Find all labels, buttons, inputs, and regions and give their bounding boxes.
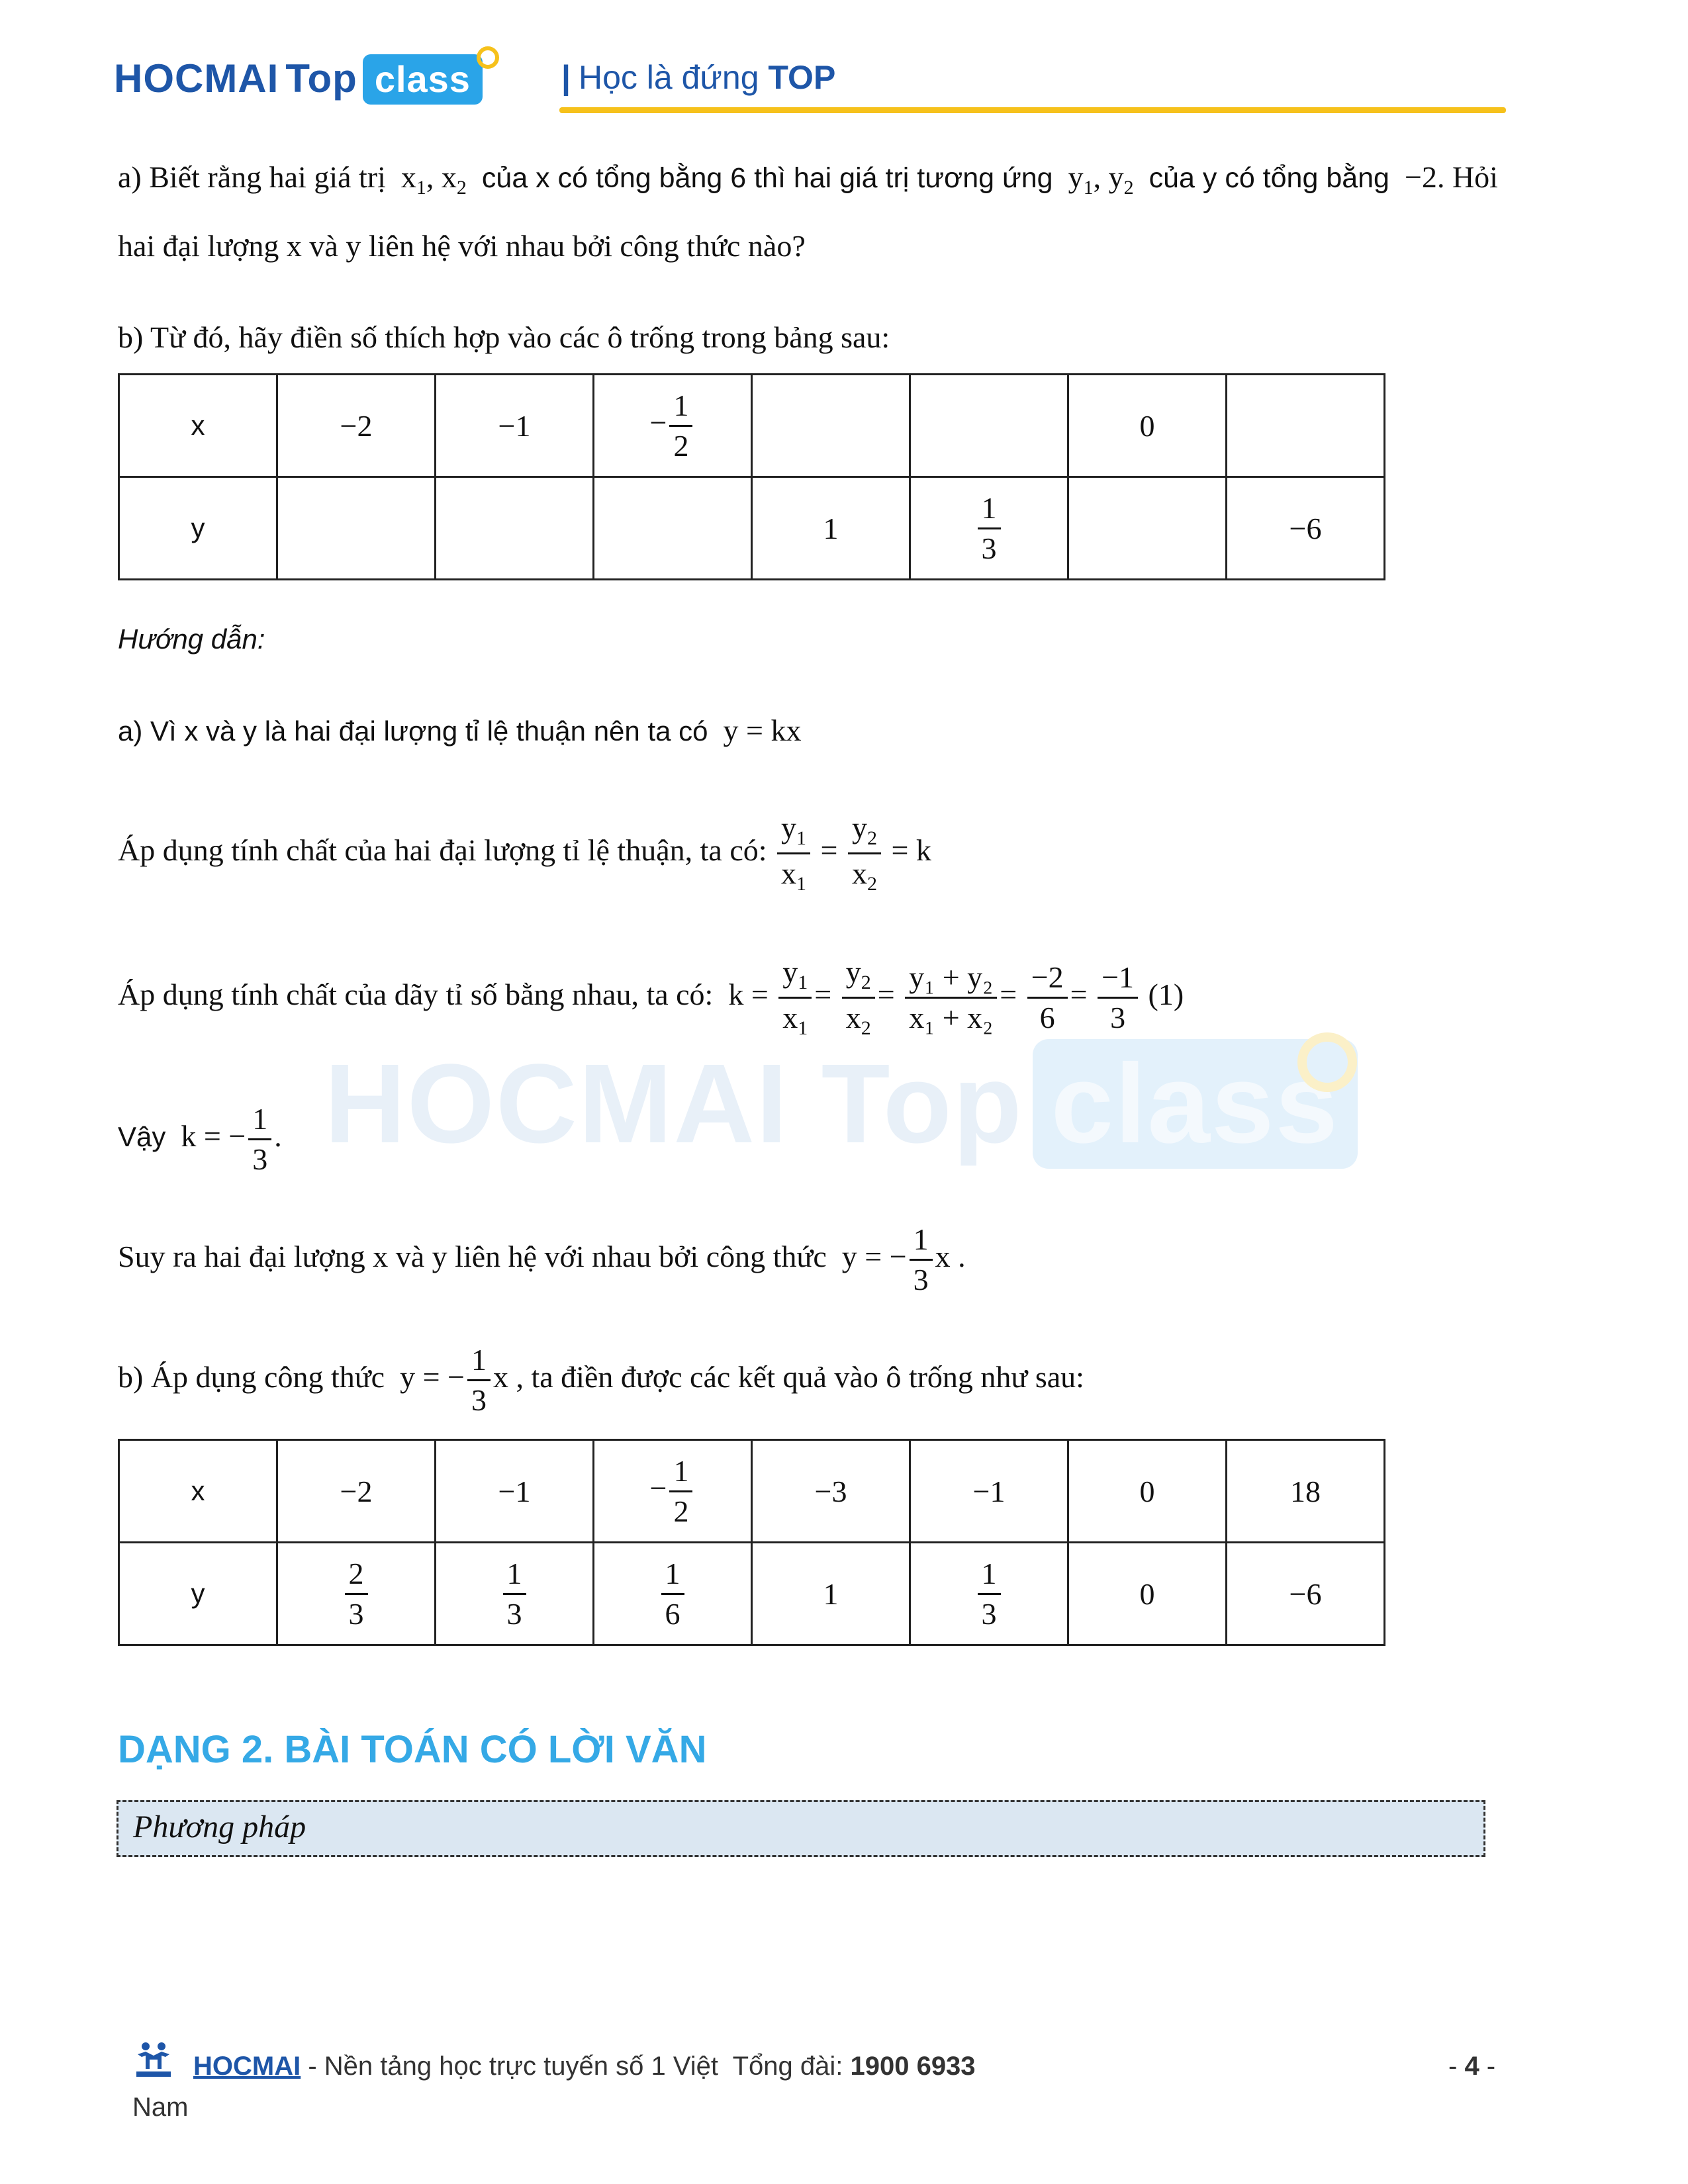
guide-a4: Vậy k = − $\frac{1}{3}$ . [118, 1102, 282, 1176]
table-row-x [119, 1440, 1385, 1543]
table-cell [1068, 477, 1227, 580]
problem-a-line1: a) Biết rằng hai giá trị $x_1$, $x_2$ của x có tổng bằng 6 thì hai giá trị tương ứng $y_1$, $y_2$ của y có tổng bằng −2. Hỏi [118, 160, 1498, 199]
value-table-empty [118, 373, 1385, 580]
table-cell: 18 [1227, 1440, 1385, 1543]
table-cell: $\frac{1}{3}$ [910, 477, 1068, 580]
method-box [117, 1800, 1485, 1857]
table-cell [436, 477, 594, 580]
table-cell: −6 [1227, 1543, 1385, 1645]
watermark-sun-icon [1297, 1032, 1357, 1092]
table-cell: x [119, 375, 277, 477]
table-cell: −6 [1227, 477, 1385, 580]
header-underline [559, 107, 1506, 113]
table-cell: −3 [752, 1440, 910, 1543]
footer-text-continued: Nam [132, 2093, 189, 2122]
table-cell [752, 375, 910, 477]
footer-brand-link[interactable]: HOCMAI [193, 2052, 301, 2081]
table-cell: $\frac{1}{3}$ [910, 1543, 1068, 1645]
table-cell: −2 [277, 375, 436, 477]
section-heading: DẠNG 2. BÀI TOÁN CÓ LỜI VĂN [118, 1728, 707, 1771]
table-row-x [119, 375, 1385, 477]
table-cell: 1 [752, 477, 910, 580]
method-label: Phương pháp [133, 1809, 306, 1844]
guide-a1: a) Vì x và y là hai đại lượng tỉ lệ thuận nên ta có y = kx [118, 713, 802, 747]
hocmai-topclass-logo: HOCMAI Top class [114, 54, 483, 105]
table-cell [594, 477, 752, 580]
table-cell [910, 375, 1068, 477]
table-cell: 0 [1068, 1543, 1227, 1645]
table-cell: −1 [436, 1440, 594, 1543]
table-cell: −2 [277, 1440, 436, 1543]
guide-a5: Suy ra hai đại lượng x và y liên hệ với nhau bởi công thức y = − $\frac{1}{3}$ x . [118, 1222, 966, 1297]
table-cell: y [119, 477, 277, 580]
table-cell: 1 [752, 1543, 910, 1645]
problem-a-line2: hai đại lượng x và y liên hệ với nhau bởi công thức nào? [118, 229, 806, 263]
sun-icon [477, 46, 499, 69]
table-cell: −1 [910, 1440, 1068, 1543]
value-table-filled [118, 1439, 1385, 1646]
table-cell: 0 [1068, 375, 1227, 477]
table-cell: $\frac{1}{6}$ [594, 1543, 752, 1645]
tagline: | Học là đứng TOP [561, 59, 836, 96]
table-cell: $\frac{2}{3}$ [277, 1543, 436, 1645]
table-cell [1227, 375, 1385, 477]
page-number: - 4 - [1448, 2052, 1496, 2081]
hocmai-footer-logo-icon [132, 2040, 175, 2079]
table-cell: − $\frac{1}{2}$ [594, 375, 752, 477]
table-cell: −1 [436, 375, 594, 477]
table-row-y [119, 1543, 1385, 1645]
table-cell: − $\frac{1}{2}$ [594, 1440, 752, 1543]
problem-b-line: b) Từ đó, hãy điền số thích hợp vào các ô trống trong bảng sau: [118, 320, 890, 354]
guide-b1: b) Áp dụng công thức y = − $\frac{1}{3}$ x , ta điền được các kết quả vào ô trống như sau: [118, 1343, 1084, 1417]
table-cell: x [119, 1440, 277, 1543]
table-cell: $\frac{1}{3}$ [436, 1543, 594, 1645]
table-row-y [119, 477, 1385, 580]
table-cell: 0 [1068, 1440, 1227, 1543]
table-cell: y [119, 1543, 277, 1645]
guide-title: Hướng dẫn: [118, 623, 265, 655]
guide-a2: Áp dụng tính chất của hai đại lượng tỉ lệ thuận, ta có: $\frac{y_1}{x_1}$ = $\frac{y_2}{x_2}$ = k [118, 811, 931, 895]
guide-a3: Áp dụng tính chất của dãy tỉ số bằng nhau, ta có: k = $\frac{y_1}{x_1}$ = $\frac{y_2}{x_2}$ = $\frac{\text{y₁ + y₂}}{\text{x₁ + x₂}}$ = $\frac{-2}{6}$ = $\frac{-1}{3}$ (1) [118, 955, 1184, 1039]
table-cell [277, 477, 436, 580]
watermark: HOCMAI Top class [324, 1039, 1358, 1169]
footer-text: HOCMAI - Nền tảng học trực tuyến số 1 Việt Tổng đài: 1900 6933 [193, 2052, 976, 2081]
